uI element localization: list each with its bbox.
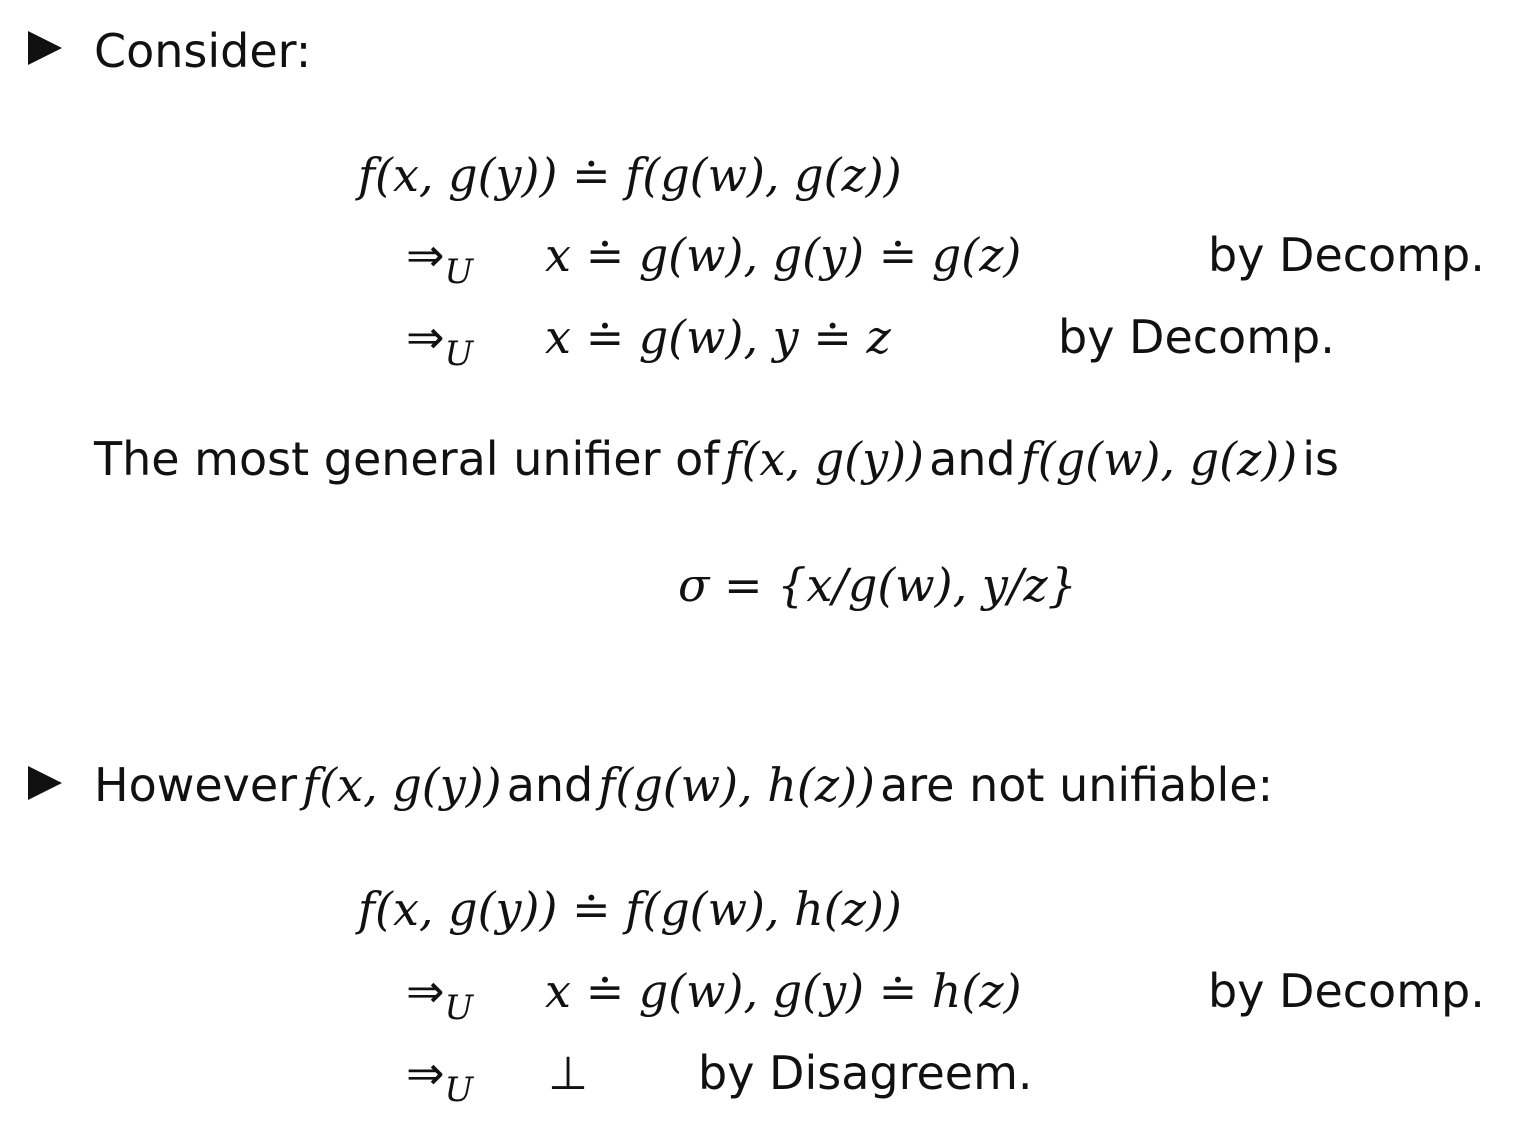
implies-arrow-icon: ⇒ xyxy=(406,1046,445,1100)
bullet-icon xyxy=(28,31,62,65)
unification-equation-1: f(x, g(y)) ≐ f(g(w), g(z)) xyxy=(358,148,902,202)
unification-equation-2: f(x, g(y)) ≐ f(g(w), h(z)) xyxy=(358,882,902,936)
however-sentence xyxy=(94,758,1274,812)
mgu-text: is xyxy=(1302,432,1340,486)
step-expression: x ≐ g(w), y ≐ z xyxy=(545,310,891,364)
subscript-u: U xyxy=(444,988,474,1028)
however-text: and xyxy=(506,758,594,812)
bullet-icon xyxy=(28,766,62,800)
subscript-u: U xyxy=(444,334,474,374)
step-rule: by Disagreem. xyxy=(698,1046,1033,1100)
step-expression: x ≐ g(w), g(y) ≐ g(z) xyxy=(545,228,1022,282)
sigma-formula: σ = {x/g(w), y/z} xyxy=(678,558,1077,612)
mgu-term: f(g(w), g(z)) xyxy=(1020,432,1298,486)
mgu-text: and xyxy=(929,432,1016,486)
derivation-step xyxy=(406,964,474,1028)
step-rule: by Decomp. xyxy=(1058,310,1335,364)
implies-arrow-icon: ⇒ xyxy=(406,228,445,282)
implies-arrow-icon: ⇒ xyxy=(406,964,445,1018)
step-rule: by Decomp. xyxy=(1208,228,1485,282)
mgu-term: f(x, g(y)) xyxy=(724,432,924,486)
mgu-sentence xyxy=(94,432,1340,486)
implies-arrow-icon: ⇒ xyxy=(406,310,445,364)
consider-label: Consider: xyxy=(94,24,312,78)
however-term: f(g(w), h(z)) xyxy=(598,758,875,812)
derivation-step xyxy=(406,1046,474,1110)
bottom-symbol: ⊥ xyxy=(548,1046,589,1100)
subscript-u: U xyxy=(444,252,474,292)
subscript-u: U xyxy=(444,1070,474,1110)
however-text: are not unifiable: xyxy=(880,758,1274,812)
derivation-step xyxy=(406,228,474,292)
however-term: f(x, g(y)) xyxy=(302,758,502,812)
however-text: However xyxy=(94,758,298,812)
derivation-step xyxy=(406,310,474,374)
step-rule: by Decomp. xyxy=(1208,964,1485,1018)
mgu-text: The most general unifier of xyxy=(94,432,720,486)
step-expression: x ≐ g(w), g(y) ≐ h(z) xyxy=(545,964,1022,1018)
